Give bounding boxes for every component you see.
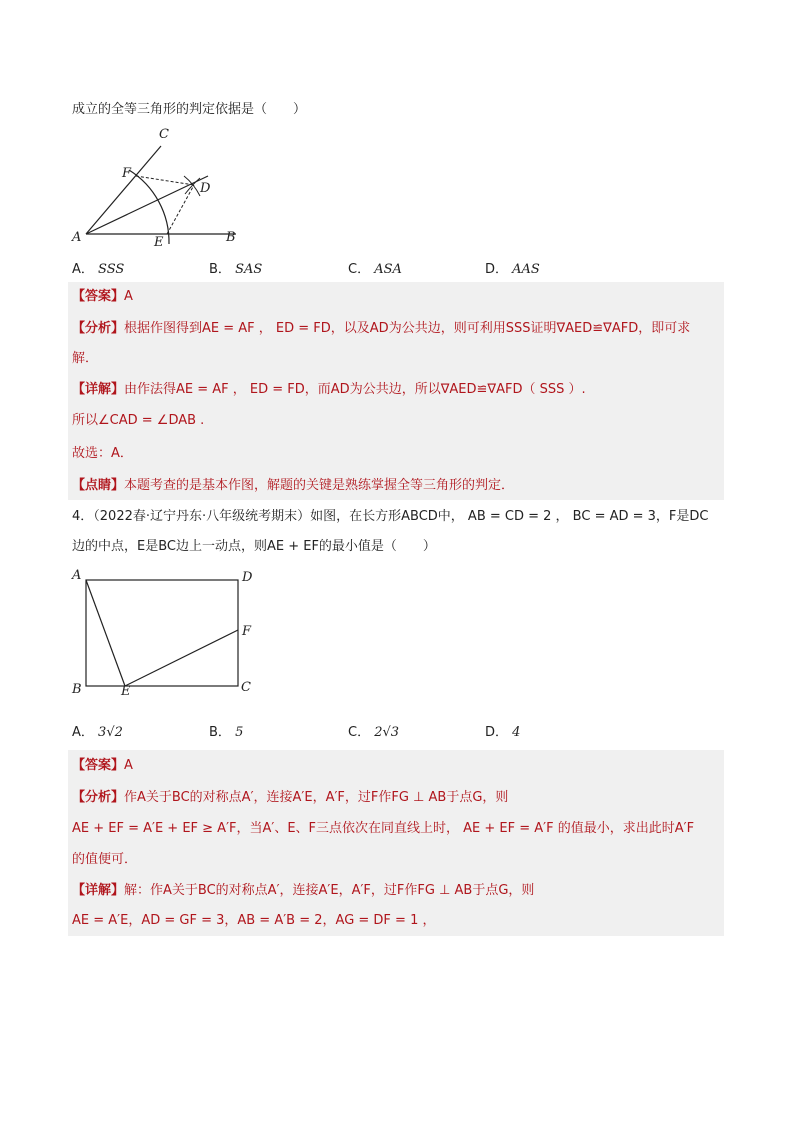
- option-b: B． SAS: [209, 262, 263, 277]
- detail-line-3: 故选：A．: [72, 446, 133, 461]
- question-4-stem-2: 边的中点，E是BC边上一动点，则AE + EF的最小值是（ ）: [72, 539, 436, 554]
- option-c: C． 2√3: [348, 725, 400, 740]
- label-E: E: [121, 684, 131, 699]
- label-C: C: [241, 680, 251, 695]
- detail-line-2: AE = A′E，AD = GF = 3，AB = A′B = 2，AG = DF = 1 ，: [72, 913, 436, 928]
- analysis-line-3: 的值便可．: [72, 852, 138, 867]
- option-d: D． AAS: [485, 262, 540, 277]
- answer-line: 【答案】A: [72, 758, 133, 773]
- question-4-stem-1: 4．（2022春·辽宁丹东·八年级统考期末）如图，在长方形ABCD中， AB = CD = 2 ， BC = AD = 3，F是DC: [72, 509, 709, 524]
- detail-line-1: 【详解】解：作A关于BC的对称点A′，连接A′E，A′F，过F作FG ⊥ AB于点G，则: [72, 883, 535, 898]
- label-F: F: [122, 166, 132, 181]
- analysis-line-1: 【分析】根据作图得到AE = AF ， ED = FD，以及AD为公共边，则可利用SSS证明∇AED≌∇AFD，即可求: [72, 321, 691, 336]
- comment-line: 【点睛】本题考查的是基本作图，解题的关键是熟练掌握全等三角形的判定．: [72, 478, 515, 493]
- angle-bisector-figure: [66, 124, 246, 249]
- label-D: D: [200, 181, 211, 196]
- solution-block-q4: [68, 750, 724, 936]
- label-F: F: [242, 624, 252, 639]
- option-c: C． ASA: [348, 262, 402, 277]
- label-E: E: [154, 235, 164, 249]
- analysis-line-1: 【分析】作A关于BC的对称点A′，连接A′E，A′F，过F作FG ⊥ AB于点G，则: [72, 790, 509, 805]
- label-D: D: [242, 570, 253, 585]
- label-A: A: [72, 230, 82, 245]
- option-a: A． 3√2: [72, 725, 123, 740]
- answer-line: 【答案】A: [72, 289, 133, 304]
- analysis-line-2: AE + EF = A′E + EF ≥ A′F，当A′、E、F三点依次在同直线上时， AE + EF = A′F 的值最小，求出此时A′F: [72, 821, 695, 836]
- detail-line-2: 所以∠CAD = ∠DAB .: [72, 413, 205, 428]
- label-A: A: [72, 568, 82, 583]
- label-B: B: [226, 230, 236, 245]
- label-B: B: [72, 682, 82, 697]
- analysis-line-2: 解．: [72, 351, 99, 366]
- rectangle-figure: [66, 565, 266, 700]
- label-C: C: [159, 127, 169, 142]
- option-b: B． 5: [209, 725, 244, 740]
- option-a: A． SSS: [72, 262, 125, 277]
- detail-line-1: 【详解】由作法得AE = AF ， ED = FD，而AD为公共边，所以∇AED≌∇AFD（ SSS ）.: [72, 382, 586, 397]
- option-d: D． 4: [485, 725, 521, 740]
- question-stem: 成立的全等三角形的判定依据是（ ）: [72, 102, 307, 117]
